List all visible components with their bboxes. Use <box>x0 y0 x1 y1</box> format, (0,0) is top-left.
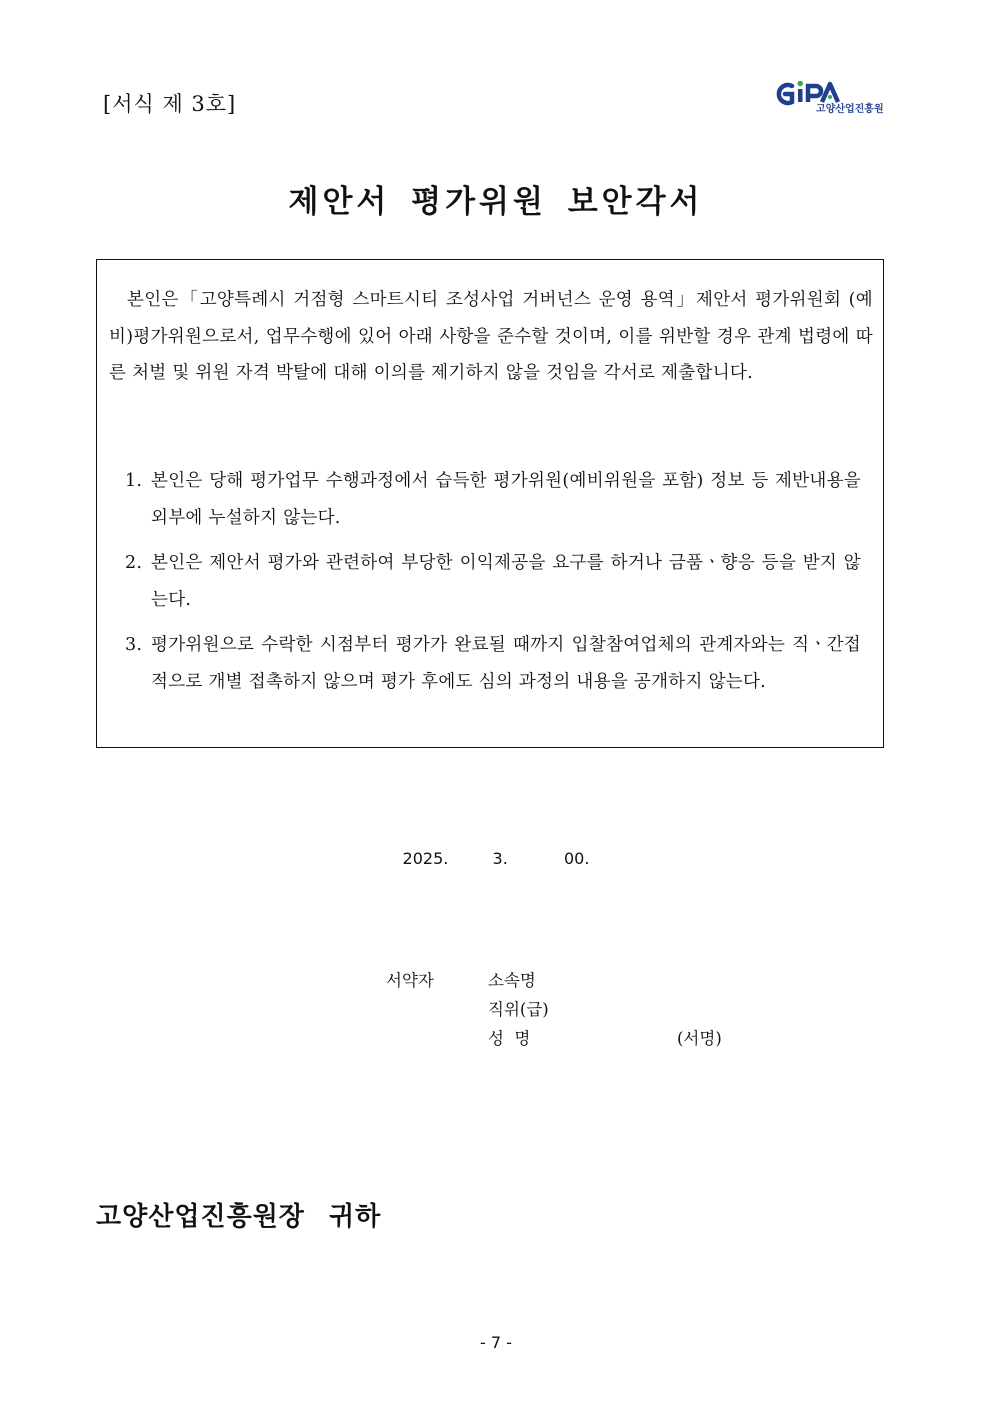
intro-text: 본인은「고양특례시 거점형 스마트시티 조성사업 거버넌스 운영 용역」제안서 평가위원회 (예비)평가위원으로서, 업무수행에 있어 아래 사항을 준수할 것이며, 이를 위반할 경우 관계 법령에 따른 처벌 및 위원 자격 박탈에 대해 이의를 제기하지 않을 것임을 각서로 제출합니다. <box>109 290 873 383</box>
document-title: 제안서 평가위원 보안각서 <box>288 184 704 220</box>
pledge-item-number: 1. <box>125 471 143 491</box>
pledge-item-number: 2. <box>125 553 143 573</box>
date-year: 2025. <box>402 849 449 868</box>
name-label: 성 명 <box>488 1029 531 1048</box>
position-label: 직위(급) <box>488 1000 549 1019</box>
date-day: 00. <box>564 849 590 868</box>
pledge-item-1 <box>125 463 861 536</box>
pledge-item-text: 본인은 당해 평가업무 수행과정에서 습득한 평가위원(예비위원을 포함) 정보 등 제반내용을 외부에 누설하지 않는다. <box>151 471 861 528</box>
recipient: 고양산업진흥원장 귀하 <box>96 1202 382 1232</box>
sign-label: (서명) <box>677 1029 722 1048</box>
affiliation-label: 소속명 <box>488 971 536 990</box>
signer-label: 서약자 <box>386 971 434 990</box>
pledge-list <box>125 463 861 709</box>
pledge-item-text: 평가위원으로 수락한 시점부터 평가가 완료될 때까지 입찰참여업체의 관계자와는 직ㆍ간접적으로 개별 접촉하지 않으며 평가 후에도 심의 과정의 내용을 공개하지 않는다. <box>151 635 861 692</box>
date-month: 3. <box>492 849 508 868</box>
date-line <box>0 849 992 868</box>
pledge-item-text: 본인은 제안서 평가와 관련하여 부당한 이익제공을 요구를 하거나 금품ㆍ향응 등을 받지 않는다. <box>151 553 861 610</box>
pledge-item-3 <box>125 627 861 700</box>
intro-paragraph <box>109 282 873 392</box>
logo-caption: 고양산업진흥원 <box>816 104 884 115</box>
pledge-item-number: 3. <box>125 635 143 655</box>
pledge-box <box>96 259 884 748</box>
pledge-item-2 <box>125 545 861 618</box>
form-number: [서식 제 3호] <box>103 92 237 116</box>
page-number: - 7 - <box>480 1333 512 1352</box>
